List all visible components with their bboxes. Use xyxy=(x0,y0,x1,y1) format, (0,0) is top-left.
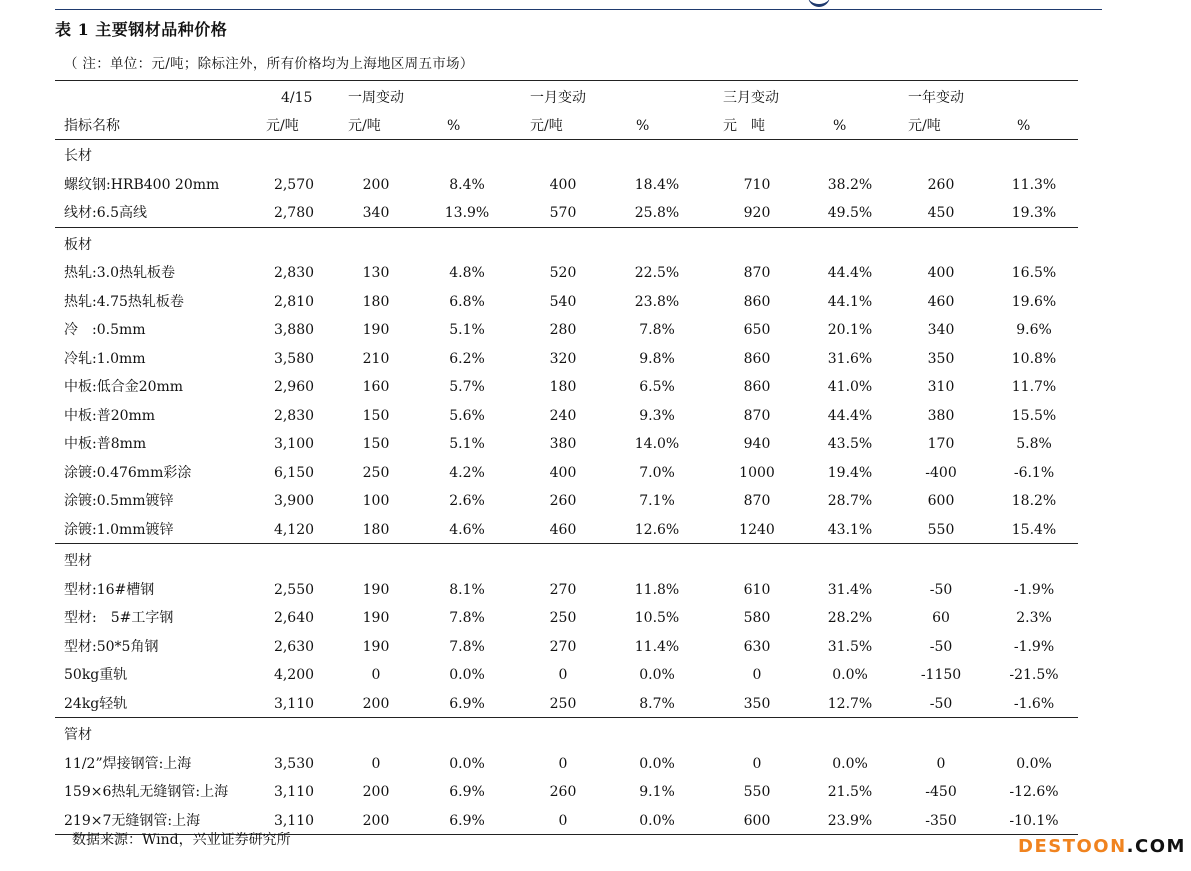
table-cell: 6.8% xyxy=(449,293,485,310)
table-cell: 6.9% xyxy=(449,784,485,800)
table-cell: 2,630 xyxy=(273,638,315,655)
table-cell: -50 xyxy=(929,638,953,655)
table-cell: 350 xyxy=(743,695,771,712)
header-cell: 指标名称 xyxy=(64,118,120,134)
table-cell: 600 xyxy=(743,812,771,829)
table-cell: 20.1% xyxy=(827,322,873,338)
table-cell: 19.3% xyxy=(1011,205,1057,221)
row-label: 型材:50*5角钢 xyxy=(64,638,159,655)
table-cell: 31.4% xyxy=(827,581,873,598)
table-cell: 7.1% xyxy=(639,493,675,509)
row-label: 159×6热轧无缝钢管:上海 xyxy=(64,784,229,800)
table-cell: 280 xyxy=(549,322,577,338)
table-cell: 7.8% xyxy=(449,610,485,626)
table-cell: 2.3% xyxy=(1016,610,1052,626)
table-cell: 3,110 xyxy=(273,695,315,712)
table-cell: 920 xyxy=(743,205,771,221)
table-cell: 43.1% xyxy=(827,521,873,538)
table-cell: 200 xyxy=(362,176,390,193)
table-note: （ 注：单位：元/吨；除标注外，所有价格均为上海地区周五市场） xyxy=(64,56,474,72)
table-cell: 11.7% xyxy=(1011,379,1057,395)
logo-arc xyxy=(808,0,830,7)
table-cell: 400 xyxy=(549,464,577,481)
table-cell: 4.2% xyxy=(449,464,485,481)
table-cell: 180 xyxy=(549,379,577,395)
table-cell: 4,120 xyxy=(273,521,315,538)
table-cell: -12.6% xyxy=(1009,784,1059,800)
row-label: 11/2”焊接钢管:上海 xyxy=(64,755,192,772)
table-cell: -50 xyxy=(929,581,953,598)
table-cell: 44.4% xyxy=(827,265,873,281)
table-cell: 0.0% xyxy=(449,755,485,772)
header-cell: 元/吨 xyxy=(530,118,563,134)
table-cell: 13.9% xyxy=(444,205,490,221)
table-cell: 9.3% xyxy=(639,407,675,424)
table-cell: 190 xyxy=(362,581,390,598)
table-cell: 320 xyxy=(549,350,577,367)
row-label: 24kg轻轨 xyxy=(64,695,128,712)
row-label: 涂镀:1.0mm镀锌 xyxy=(64,521,174,538)
table-cell: 610 xyxy=(743,581,771,598)
table-cell: 23.8% xyxy=(634,293,680,310)
table-cell: 9.6% xyxy=(1016,322,1052,338)
table-cell: 2,960 xyxy=(273,379,315,395)
table-cell: 0 xyxy=(558,755,568,772)
table-cell: 0 xyxy=(752,667,762,683)
watermark-suffix: .COM xyxy=(1126,836,1186,857)
table-cell: 0.0% xyxy=(832,755,868,772)
table-cell: 210 xyxy=(362,350,390,367)
table-cell: 870 xyxy=(743,265,771,281)
table-cell: 870 xyxy=(743,407,771,424)
table-cell: 260 xyxy=(927,176,955,193)
table-cell: 44.4% xyxy=(827,407,873,424)
row-label: 冷轧:1.0mm xyxy=(64,350,146,367)
table-cell: 250 xyxy=(549,695,577,712)
header-cell: % xyxy=(833,118,847,134)
table-cell: 25.8% xyxy=(634,205,680,221)
table-cell: -1.9% xyxy=(1013,638,1055,655)
table-cell: -350 xyxy=(925,812,957,829)
table-cell: 38.2% xyxy=(827,176,873,193)
group-separator xyxy=(55,717,1078,718)
row-label: 中板:低合金20mm xyxy=(64,379,184,395)
header-cell: % xyxy=(447,118,461,134)
table-cell: 570 xyxy=(549,205,577,221)
table-cell: 600 xyxy=(927,493,955,509)
table-cell: 0.0% xyxy=(639,755,675,772)
table-cell: 180 xyxy=(362,293,390,310)
table-cell: 31.6% xyxy=(827,350,873,367)
table-cell: 270 xyxy=(549,581,577,598)
table-cell: 2,550 xyxy=(273,581,315,598)
table-cell: 100 xyxy=(362,493,390,509)
table-cell: 0 xyxy=(936,755,946,772)
table-cell: 11.4% xyxy=(634,638,680,655)
table-cell: -1.6% xyxy=(1013,695,1055,712)
header-cell: 元/吨 xyxy=(266,118,299,134)
row-label: 螺纹钢:HRB400 20mm xyxy=(64,176,220,193)
table-cell: 200 xyxy=(362,695,390,712)
table-cell: 21.5% xyxy=(827,784,873,800)
table-cell: 6.9% xyxy=(449,812,485,829)
table-cell: 650 xyxy=(743,322,771,338)
table-cell: 450 xyxy=(927,205,955,221)
table-cell: 250 xyxy=(362,464,390,481)
table-cell: 18.4% xyxy=(634,176,680,193)
table-cell: 3,530 xyxy=(273,755,315,772)
watermark-brand: DESTOON xyxy=(1018,836,1127,857)
table-cell: 260 xyxy=(549,493,577,509)
table-cell: 0 xyxy=(752,755,762,772)
row-label: 冷 :0.5mm xyxy=(64,322,146,338)
table-cell: 8.7% xyxy=(639,695,675,712)
group-separator xyxy=(55,227,1078,228)
table-cell: 5.7% xyxy=(449,379,485,395)
table-cell: 3,110 xyxy=(273,812,315,829)
table-cell: 12.7% xyxy=(827,695,873,712)
table-cell: 8.1% xyxy=(449,581,485,598)
row-label: 涂镀:0.5mm镀锌 xyxy=(64,493,174,509)
table-cell: 340 xyxy=(927,322,955,338)
header-cell: 4/15 xyxy=(281,90,313,106)
table-cell: 1000 xyxy=(739,464,775,481)
table-cell: 2,780 xyxy=(273,205,315,221)
table-cell: 5.6% xyxy=(449,407,485,424)
table-cell: 1240 xyxy=(739,521,775,538)
top-rule xyxy=(55,9,1102,10)
table-cell: 3,100 xyxy=(273,436,315,452)
table-cell: 41.0% xyxy=(827,379,873,395)
table-cell: 200 xyxy=(362,812,390,829)
table-cell: 0.0% xyxy=(832,667,868,683)
table-cell: 4,200 xyxy=(273,667,315,683)
table-cell: 3,880 xyxy=(273,322,315,338)
table-cell: 150 xyxy=(362,436,390,452)
table-cell: 12.6% xyxy=(634,521,680,538)
table-cell: 18.2% xyxy=(1011,493,1057,509)
table-cell: 240 xyxy=(549,407,577,424)
table-cell: 150 xyxy=(362,407,390,424)
table-cell: 0 xyxy=(371,755,381,772)
row-label: 热轧:4.75热轧板卷 xyxy=(64,293,184,310)
table-cell: 3,580 xyxy=(273,350,315,367)
table-cell: 2,640 xyxy=(273,610,315,626)
table-cell: 60 xyxy=(932,610,950,626)
data-source: 数据来源：Wind，兴业证券研究所 xyxy=(72,832,291,848)
table-title: 表 1 主要钢材品种价格 xyxy=(55,20,228,39)
table-cell: -50 xyxy=(929,695,953,712)
table-cell: -21.5% xyxy=(1009,667,1059,683)
table-cell: 5.8% xyxy=(1016,436,1052,452)
table-cell: 7.8% xyxy=(449,638,485,655)
table-cell: 6.5% xyxy=(639,379,675,395)
table-cell: 19.6% xyxy=(1011,293,1057,310)
table-cell: 260 xyxy=(549,784,577,800)
row-label: 中板:普20mm xyxy=(64,407,156,424)
table-cell: 460 xyxy=(549,521,577,538)
table-cell: 14.0% xyxy=(634,436,680,452)
table-cell: 380 xyxy=(927,407,955,424)
table-cell: 6.9% xyxy=(449,695,485,712)
table-cell: 9.1% xyxy=(639,784,675,800)
table-cell: 5.1% xyxy=(449,436,485,452)
row-label: 219×7无缝钢管:上海 xyxy=(64,812,201,829)
table-cell: 2,830 xyxy=(273,265,315,281)
header-cell: 一周变动 xyxy=(348,90,404,106)
table-cell: 28.7% xyxy=(827,493,873,509)
table-cell: 49.5% xyxy=(827,205,873,221)
table-cell: 6.2% xyxy=(449,350,485,367)
table-cell: 540 xyxy=(549,293,577,310)
table-cell: 580 xyxy=(743,610,771,626)
table-cell: 940 xyxy=(743,436,771,452)
table-cell: 310 xyxy=(927,379,955,395)
table-cell: 250 xyxy=(549,610,577,626)
table-cell: 400 xyxy=(549,176,577,193)
table-cell: 16.5% xyxy=(1011,265,1057,281)
table-cell: 860 xyxy=(743,293,771,310)
table-cell: 710 xyxy=(743,176,771,193)
table-cell: 180 xyxy=(362,521,390,538)
table-cell: 10.5% xyxy=(634,610,680,626)
table-cell: 550 xyxy=(743,784,771,800)
table-cell: 31.5% xyxy=(827,638,873,655)
table-cell: -10.1% xyxy=(1009,812,1059,829)
group-header: 型材 xyxy=(64,553,92,569)
table-cell: 43.5% xyxy=(827,436,873,452)
header-top-rule xyxy=(55,80,1078,81)
table-cell: -400 xyxy=(925,464,957,481)
table-cell: 23.9% xyxy=(827,812,873,829)
table-cell: 130 xyxy=(362,265,390,281)
table-cell: 380 xyxy=(549,436,577,452)
table-cell: 4.8% xyxy=(449,265,485,281)
row-label: 中板:普8mm xyxy=(64,436,147,452)
table-cell: 4.6% xyxy=(449,521,485,538)
row-label: 热轧:3.0热轧板卷 xyxy=(64,265,175,281)
table-cell: 170 xyxy=(927,436,955,452)
table-cell: 190 xyxy=(362,322,390,338)
table-cell: 8.4% xyxy=(449,176,485,193)
table-cell: 9.8% xyxy=(639,350,675,367)
table-cell: -1150 xyxy=(920,667,962,683)
table-cell: 190 xyxy=(362,638,390,655)
table-cell: 0.0% xyxy=(639,667,675,683)
row-label: 线材:6.5高线 xyxy=(64,205,147,221)
table-cell: -1.9% xyxy=(1013,581,1055,598)
table-cell: -450 xyxy=(925,784,957,800)
group-header: 管材 xyxy=(64,727,92,743)
header-cell: 元/吨 xyxy=(908,118,941,134)
table-cell: 44.1% xyxy=(827,293,873,310)
table-cell: 0 xyxy=(558,667,568,683)
table-cell: 0.0% xyxy=(1016,755,1052,772)
table-cell: 0.0% xyxy=(639,812,675,829)
header-cell: 元/吨 xyxy=(348,118,381,134)
row-label: 涂镀:0.476mm彩涂 xyxy=(64,464,192,481)
table-cell: 0.0% xyxy=(449,667,485,683)
table-cell: 340 xyxy=(362,205,390,221)
table-cell: 3,900 xyxy=(273,493,315,509)
table-cell: 15.4% xyxy=(1011,521,1057,538)
table-cell: 3,110 xyxy=(273,784,315,800)
table-cell: 2,570 xyxy=(273,176,315,193)
row-label: 50kg重轨 xyxy=(64,667,128,683)
table-cell: 5.1% xyxy=(449,322,485,338)
header-cell: 三月变动 xyxy=(723,90,779,106)
table-cell: 860 xyxy=(743,350,771,367)
table-cell: 2.6% xyxy=(449,493,485,509)
header-bottom-rule xyxy=(55,139,1078,140)
table-cell: 11.3% xyxy=(1011,176,1057,193)
table-cell: 7.0% xyxy=(639,464,675,481)
table-cell: 860 xyxy=(743,379,771,395)
row-label: 型材:16#槽钢 xyxy=(64,581,155,598)
table-cell: 10.8% xyxy=(1011,350,1057,367)
header-cell: % xyxy=(1017,118,1031,134)
table-cell: 460 xyxy=(927,293,955,310)
table-cell: 22.5% xyxy=(634,265,680,281)
table-cell: 200 xyxy=(362,784,390,800)
table-cell: 550 xyxy=(927,521,955,538)
table-cell: 400 xyxy=(927,265,955,281)
header-cell: 元 吨 xyxy=(723,118,765,134)
header-cell: 一月变动 xyxy=(530,90,586,106)
table-cell: 0 xyxy=(558,812,568,829)
table-cell: 6,150 xyxy=(273,464,315,481)
table-cell: 870 xyxy=(743,493,771,509)
table-cell: -6.1% xyxy=(1013,464,1055,481)
table-cell: 0 xyxy=(371,667,381,683)
table-cell: 630 xyxy=(743,638,771,655)
table-cell: 2,810 xyxy=(273,293,315,310)
table-cell: 19.4% xyxy=(827,464,873,481)
table-cell: 190 xyxy=(362,610,390,626)
table-cell: 270 xyxy=(549,638,577,655)
group-separator xyxy=(55,543,1078,544)
row-label: 型材: 5#工字钢 xyxy=(64,610,174,626)
table-cell: 11.8% xyxy=(634,581,680,598)
watermark xyxy=(1018,836,1186,857)
header-cell: % xyxy=(636,118,650,134)
table-cell: 7.8% xyxy=(639,322,675,338)
group-header: 长材 xyxy=(64,148,92,164)
header-cell: 一年变动 xyxy=(908,90,964,106)
group-header: 板材 xyxy=(64,236,92,253)
table-cell: 160 xyxy=(362,379,390,395)
table-cell: 28.2% xyxy=(827,610,873,626)
table-cell: 15.5% xyxy=(1011,407,1057,424)
table-cell: 520 xyxy=(549,265,577,281)
table-cell: 350 xyxy=(927,350,955,367)
table-cell: 2,830 xyxy=(273,407,315,424)
